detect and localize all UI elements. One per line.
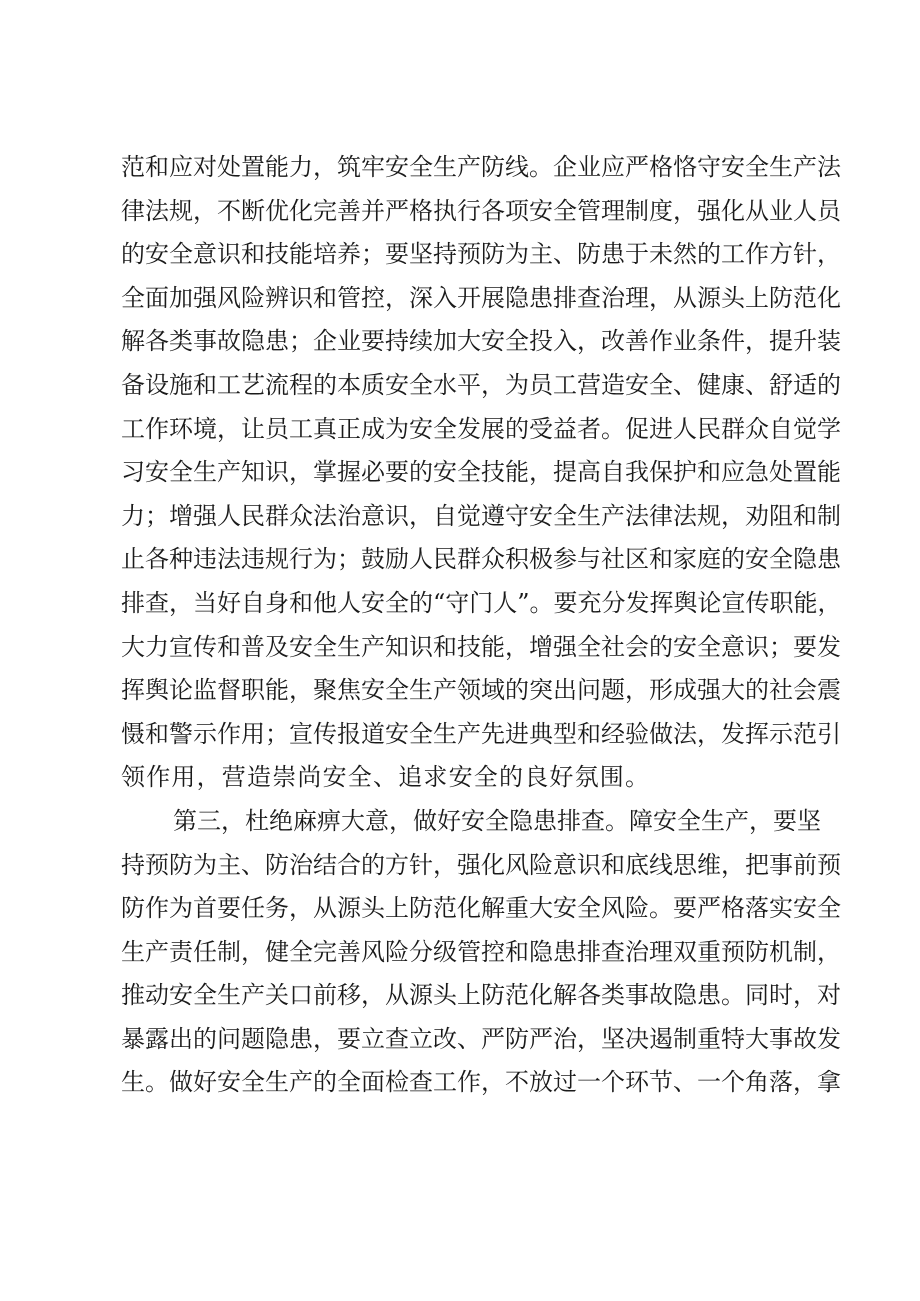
paragraph-2-line: 持预防为主、防治结合的方针，强化风险意识和底线思维，把事前预 bbox=[121, 850, 841, 879]
paragraph-1-last-line: 领作用，营造崇尚安全、追求安全的良好氛围。 bbox=[121, 763, 651, 792]
paragraph-2-line: 防作为首要任务，从源头上防范化解重大安全风险。要严格落实安全 bbox=[121, 894, 841, 923]
paragraph-2-first-line: 第三，杜绝麻痹大意，做好安全隐患排查。障安全生产，要坚 bbox=[173, 806, 821, 835]
paragraph-1-line: 律法规，不断优化完善并严格执行各项安全管理制度，强化从业人员 bbox=[121, 196, 841, 225]
paragraph-2-line: 生。做好安全生产的全面检查工作，不放过一个环节、一个角落，拿 bbox=[121, 1068, 841, 1097]
paragraph-1-line: 大力宣传和普及安全生产知识和技能，增强全社会的安全意识；要发 bbox=[121, 632, 841, 661]
paragraph-1-line: 工作环境，让员工真正成为安全发展的受益者。促进人民群众自觉学 bbox=[121, 414, 841, 443]
paragraph-1-line: 解各类事故隐患；企业要持续加大安全投入，改善作业条件，提升装 bbox=[121, 327, 841, 356]
paragraph-1-line: 备设施和工艺流程的本质安全水平，为员工营造安全、健康、舒适的 bbox=[121, 370, 841, 399]
paragraph-1-line: 范和应对处置能力，筑牢安全生产防线。企业应严格恪守安全生产法 bbox=[121, 153, 841, 181]
paragraph-2-line: 推动安全生产关口前移，从源头上防范化解各类事故隐患。同时，对 bbox=[121, 981, 841, 1010]
document-body bbox=[121, 146, 842, 1105]
paragraph-1-line: 挥舆论监督职能，聚焦安全生产领域的突出问题，形成强大的社会震 bbox=[121, 676, 841, 705]
paragraph-1-line: 排查，当好自身和他人安全的“守门人”。要充分发挥舆论宣传职能， bbox=[121, 588, 842, 617]
paragraph-1-line: 慑和警示作用；宣传报道安全生产先进典型和经验做法，发挥示范引 bbox=[121, 719, 841, 748]
paragraph-2-line: 生产责任制，健全完善风险分级管控和隐患排查治理双重预防机制， bbox=[121, 937, 841, 966]
paragraph-1-line: 的安全意识和技能培养；要坚持预防为主、防患于未然的工作方针， bbox=[121, 240, 841, 269]
paragraph-1-line: 止各种违法违规行为；鼓励人民群众积极参与社区和家庭的安全隐患 bbox=[121, 545, 841, 574]
paragraph-1-line: 力；增强人民群众法治意识，自觉遵守安全生产法律法规，劝阻和制 bbox=[121, 501, 841, 530]
paragraph-1-line: 全面加强风险辨识和管控，深入开展隐患排查治理，从源头上防范化 bbox=[121, 283, 841, 312]
paragraph-1-line: 习安全生产知识，掌握必要的安全技能，提高自我保护和应急处置能 bbox=[121, 458, 841, 487]
paragraph-2-line: 暴露出的问题隐患，要立查立改、严防严治，坚决遏制重特大事故发 bbox=[121, 1024, 841, 1053]
